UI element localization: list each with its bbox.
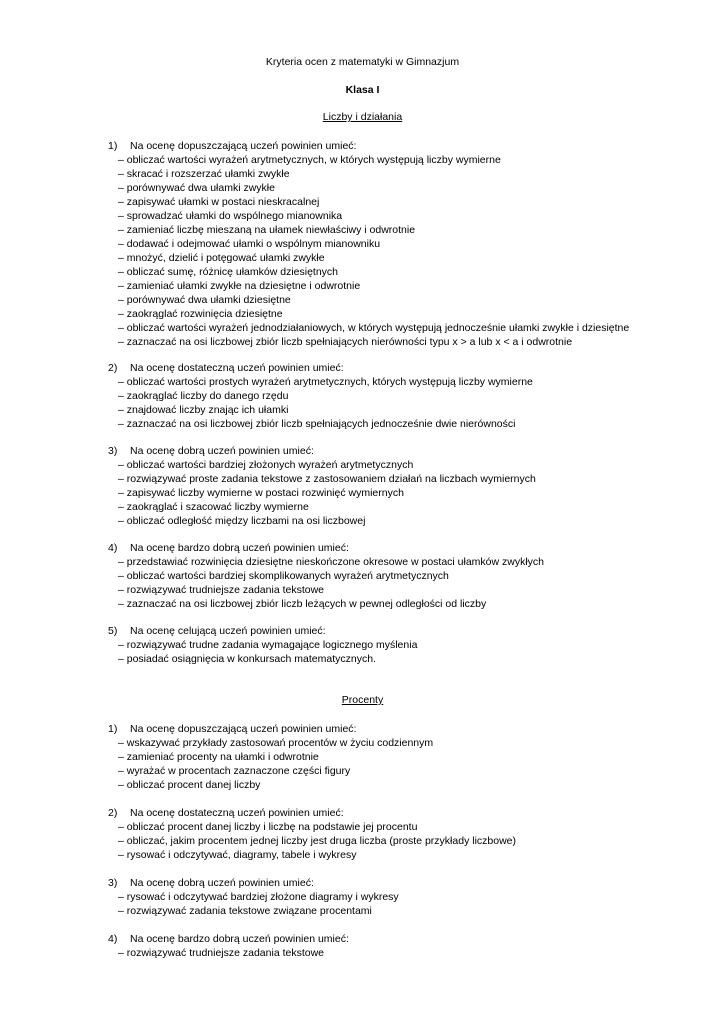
criteria-item: – zaokrąglać liczby do danego rzędu [118,390,289,402]
group-number: 1) [108,140,118,152]
group-heading: Na ocenę dostateczną uczeń powinien umieć: [130,362,344,374]
criteria-item: – zamieniać ułamki zwykłe na dziesiętne i odwrotnie [118,280,361,292]
group-heading: Na ocenę dopuszczającą uczeń powinien umieć: [130,723,357,735]
group-number: 3) [108,877,118,889]
criteria-group [108,876,708,918]
criteria-item: – rozwiązywać trudniejsze zadania tekstowe [118,584,325,596]
group-heading: Na ocenę dostateczną uczeń powinien umieć: [130,807,344,819]
criteria-item: – przedstawiać rozwinięcia dziesiętne nieskończone okresowe w postaci ułamków zwykłych [118,556,545,568]
criteria-item: – wyrażać w procentach zaznaczone części figury [118,765,351,777]
group-number: 2) [108,807,118,819]
criteria-item: – obliczać wartości wyrażeń arytmetycznych, w których występują liczby wymierne [118,154,501,166]
criteria-item: – rozwiązywać proste zadania tekstowe z zastosowaniem działań na liczbach wymiernych [118,473,536,485]
criteria-group [108,541,708,611]
criteria-group [108,722,708,792]
criteria-item: – posiadać osiągnięcia w konkursach matematycznych. [118,653,376,665]
criteria-item: – zamieniać liczbę mieszaną na ułamek niewłaściwy i odwrotnie [118,224,416,236]
group-heading: Na ocenę bardzo dobrą uczeń powinien umieć: [130,933,349,945]
criteria-item: – mnożyć, dzielić i potęgować ułamki zwykłe [118,252,325,264]
criteria-item: – obliczać, jakim procentem jednej liczby jest druga liczba (proste przykłady liczbowe) [118,835,517,847]
group-number: 4) [108,542,118,554]
group-number: 5) [108,625,118,637]
criteria-group [108,624,708,666]
criteria-item: – zapisywać liczby wymierne w postaci rozwinięć wymiernych [118,487,404,499]
section-heading-percent: Procenty [341,694,384,706]
criteria-item: – wskazywać przykłady zastosowań procentów w życiu codziennym [118,737,434,749]
criteria-item: – obliczać wartości bardziej złożonych wyrażeń arytmetycznych [118,459,414,471]
criteria-item: – zaznaczać na osi liczbowej zbiór liczb leżących w pewnej odległości od liczby [118,598,487,610]
group-number: 2) [108,362,118,374]
group-heading: Na ocenę dobrą uczeń powinien umieć: [130,877,314,889]
criteria-item: – obliczać procent danej liczby [118,779,261,791]
criteria-item: – rozwiązywać zadania tekstowe związane procentami [118,905,372,917]
criteria-item: – sprowadzać ułamki do wspólnego mianownika [118,210,343,222]
criteria-item: – dodawać i odejmować ułamki o wspólnym mianowniku [118,238,381,250]
group-heading: Na ocenę celującą uczeń powinien umieć: [130,625,326,637]
criteria-item: – obliczać wartości prostych wyrażeń arytmetycznych, których występują liczby wymierne [118,376,533,388]
criteria-item: – porównywać dwa ułamki dziesiętne [118,294,291,306]
criteria-item: – znajdować liczby znając ich ułamki [118,404,289,416]
criteria-item: – zaznaczać na osi liczbowej zbiór liczb spełniających jednocześnie dwie nierówności [118,418,516,430]
group-heading: Na ocenę bardzo dobrą uczeń powinien umieć: [130,542,349,554]
criteria-item: – rysować i odczytywać bardziej złożone diagramy i wykresy [118,891,399,903]
criteria-item: – rysować i odczytywać, diagramy, tabele i wykresy [118,849,357,861]
criteria-group [108,361,708,431]
group-heading: Na ocenę dopuszczającą uczeń powinien umieć: [130,140,357,152]
criteria-item: – skracać i rozszerzać ułamki zwykłe [118,168,290,180]
criteria-item: – obliczać sumę, różnicę ułamków dziesiętnych [118,266,339,278]
criteria-item: – obliczać odległość między liczbami na osi liczbowej [118,515,366,527]
criteria-item: – porównywać dwa ułamki zwykłe [118,182,275,194]
group-heading: Na ocenę dobrą uczeń powinien umieć: [130,445,314,457]
criteria-group [108,932,708,960]
criteria-group [108,806,708,862]
group-number: 4) [108,933,118,945]
group-number: 3) [108,445,118,457]
criteria-item: – zaznaczać na osi liczbowej zbiór liczb spełniających nierówności typu x > a lub x < a i odwrotnie [118,336,573,348]
section-heading-numbers: Liczby i działania [322,111,403,123]
criteria-item: – rozwiązywać trudne zadania wymagające logicznego myślenia [118,639,418,651]
criteria-item: – zaokrąglać rozwinięcia dziesiętne [118,308,283,320]
criteria-item: – zaokrąglać i szacować liczby wymierne [118,501,309,513]
criteria-item: – zamieniać procenty na ułamki i odwrotnie [118,751,319,763]
group-number: 1) [108,723,118,735]
criteria-item: – obliczać procent danej liczby i liczbę na podstawie jej procentu [118,821,418,833]
criteria-group [108,139,708,349]
criteria-group [108,444,708,528]
document-title: Kryteria ocen z matematyki w Gimnazjum [265,56,460,68]
criteria-item: – obliczać wartości wyrażeń jednodziałaniowych, w których występują jednocześnie ułamki zwykłe i dziesiętne [118,322,630,334]
class-heading: Klasa I [345,84,380,96]
criteria-item: – rozwiązywać trudniejsze zadania tekstowe [118,947,325,959]
criteria-item: – obliczać wartości bardziej skomplikowanych wyrażeń arytmetycznych [118,570,449,582]
criteria-item: – zapisywać ułamki w postaci nieskracalnej [118,196,320,208]
